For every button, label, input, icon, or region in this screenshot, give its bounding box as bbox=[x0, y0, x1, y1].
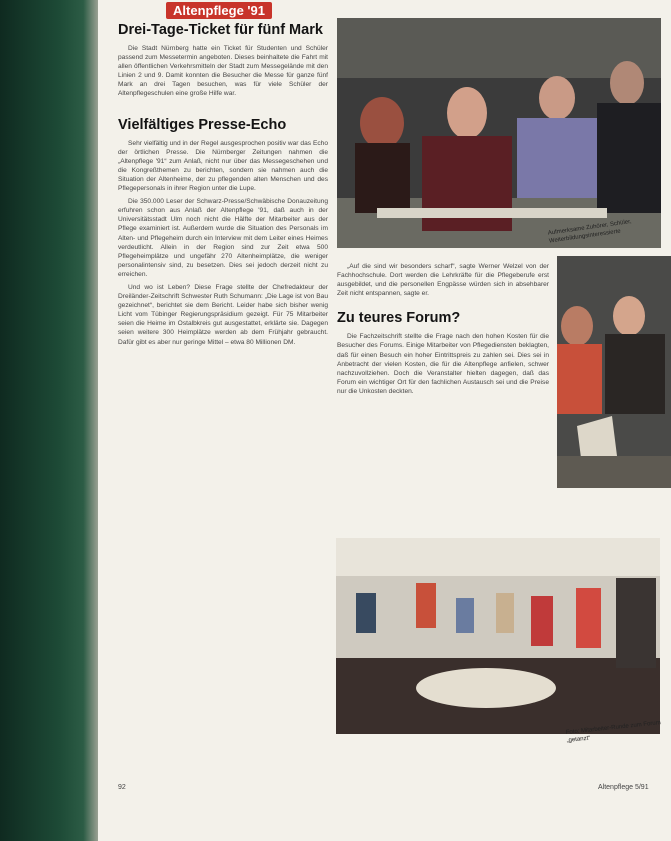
article-body-presse bbox=[118, 139, 328, 347]
article-paragraph: Sehr vielfältig und in der Regel ausgesprochen positiv war das Echo der örtlichen Presse. Die Nürnberger Zeitungen nahmen die „Altenpflege '91“ zum Anlaß, nicht nur über das Messegeschehen und die Kongreßthemen zu berichten, sondern sie nahmen auch die Situation der Altenheime, der zu pflegenden alten Menschen und des Pflegepersonals in ihrer Region unter die Lupe. bbox=[118, 139, 328, 193]
photo-audience-seated bbox=[337, 18, 661, 248]
left-column bbox=[118, 22, 328, 353]
article-paragraph: Die 350.000 Leser der Schwarz-Presse/Schwäbische Donauzeitung erfuhren schon aus Anlaß der Altenpflege '91, daß auch in der Universitätsstadt Ulm noch nicht die Hälfte der Mitarbeiter aus der Pflege examiniert ist. Außerdem wurde die Situation des Personals im Alten- und Pflegeheim durch ein Interview mit dem Leiter eines Heimes verdeutlicht. Allein in der Region sind zur Zeit etwa 500 Pflegeheimplätze und ungefähr 270 Altenheimplätze, die weniger personalintensiv sind, zu besetzen. Dies sei jedoch derzeit nicht zu erreichen. bbox=[118, 198, 328, 278]
article-body-forum bbox=[337, 332, 549, 396]
article-title-ticket: Drei-Tage-Ticket für fünf Mark bbox=[118, 22, 323, 38]
section-tab: Altenpflege '91 bbox=[166, 2, 272, 19]
magazine-issue: Altenpflege 5/91 bbox=[598, 784, 649, 791]
article-paragraph: Und wo ist Leben? Diese Frage stellte der Chefredakteur der Dreiländer-Zeitschrift Schwester Ruth Schumann: „Die Lage ist von Bau gezeichnet“, berichtet sie dem Bericht. Leider habe sich bisher wenig Licht vom Tübinger Regierungspräsidium gezeigt. Für 75 Mitarbeiter seien die Heime im Ostalbkreis gut ausgestattet, erklärte sie. Dagegen seien weitere 300 Heimplätze werden ab dem Frühjahr gebraucht. Dafür gibt es aber nur geringe Mittel – etwa 80 Millionen DM. bbox=[118, 283, 328, 346]
article-body-intro bbox=[337, 262, 549, 298]
right-column bbox=[337, 262, 549, 402]
photo-caption-group: Foto: Mitarbeiter-Runde zum Forum „getanzt“ bbox=[565, 720, 662, 744]
article-body-ticket bbox=[118, 44, 328, 99]
article-paragraph: „Auf die sind wir besonders scharf“, sagte Werner Welzel von der Fachhochschule. Dort werden die Lehrkräfte für die Pflegeberufe erst ausgebildet, und die personellen Engpässe würden sich in absehbarer Zeit nicht entspannen, sagte er. bbox=[337, 263, 549, 298]
article-title-presse: Vielfältiges Presse-Echo bbox=[118, 116, 287, 133]
article-paragraph: Die Stadt Nürnberg hatte ein Ticket für Studenten und Schüler passend zum Messetermin angeboten. Dieses beinhaltete die Fahrt mit allen öffentlichen Verkehrsmitteln der Stadt zum Messegelände mit den Linien 2 und 9. Damit konnten die Besucher die Messe für ganze fünf Mark an drei Tagen besuchen, was für viele Schüler der Altenpflegeschulen eine große Hilfe war. bbox=[118, 45, 328, 98]
book-spine bbox=[0, 0, 98, 841]
photo-group-circle bbox=[336, 538, 660, 734]
article-title-forum: Zu teures Forum? bbox=[337, 310, 461, 327]
page-number: 92 bbox=[118, 784, 126, 791]
article-paragraph: Die Fachzeitschrift stellte die Frage nach den hohen Kosten für die Besucher des Forums. Einige Mitarbeiter von Pflegediensten beklagten, daß für einen Besuch ein hoher Eintrittspreis zu zahlen sei. Dies sei in Anbetracht der vielen Kosten, die für die Altenpflege anfielen, schwer nachzuvollziehen. Doch die Veranstalter hielten dagegen, daß das Forum ein wichtiger Ort für den fachlichen Austausch sei und die Preise nur die Unkosten deckten. bbox=[337, 333, 549, 395]
photo-women-seated bbox=[557, 256, 671, 488]
photo-caption-audience: Aufmerksame Zuhörer, Schüler, Weiterbildungsinteressierte bbox=[547, 218, 632, 245]
